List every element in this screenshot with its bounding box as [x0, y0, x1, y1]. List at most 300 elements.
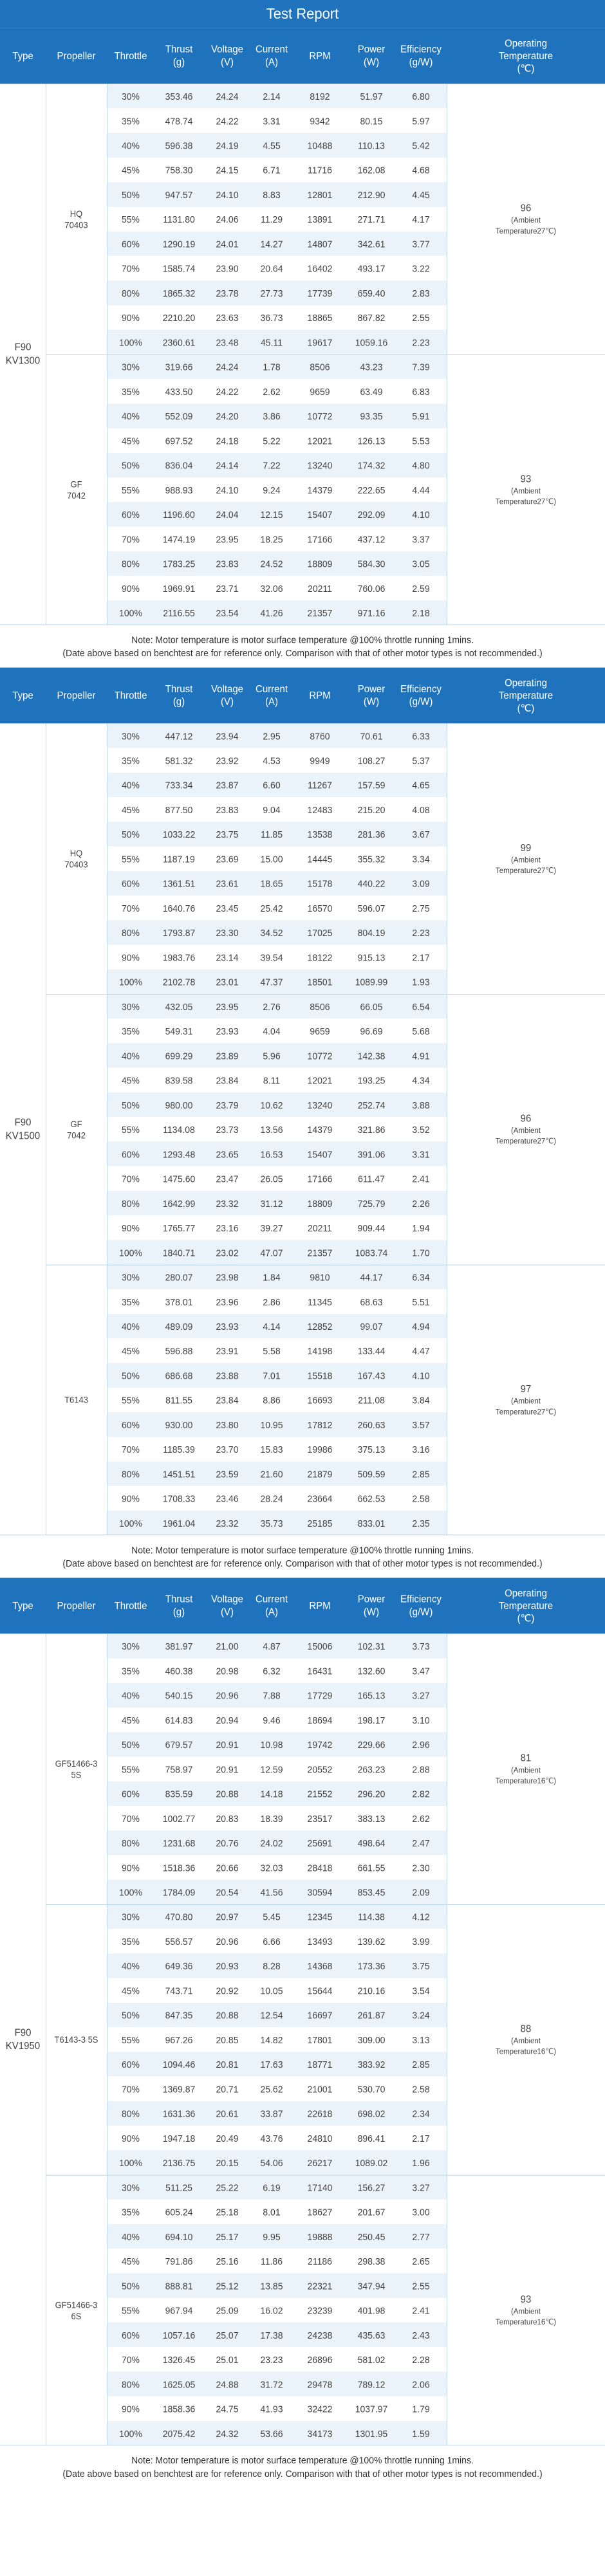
- table-cell: 20.98: [216, 1665, 239, 1676]
- table-cell: 12483: [307, 804, 333, 815]
- table-row: [107, 1830, 447, 1855]
- table-cell: 60%: [121, 878, 140, 889]
- temperature-value: 97: [520, 1383, 532, 1395]
- table-cell: 55%: [121, 484, 140, 495]
- table-cell: 23.96: [216, 1296, 239, 1307]
- operating-temperature-cell: [447, 1633, 605, 1904]
- table-cell: 23.91: [216, 1345, 239, 1356]
- table-cell: 23.84: [216, 1074, 239, 1086]
- table-cell: 23.48: [216, 336, 239, 348]
- table-cell: 167.43: [357, 1370, 386, 1381]
- table-cell: 2.09: [412, 1886, 430, 1898]
- table-cell: 100%: [119, 1517, 142, 1529]
- table-cell: 355.32: [357, 853, 386, 865]
- table-cell: 2.96: [412, 1739, 430, 1750]
- table-cell: 15407: [307, 509, 333, 520]
- operating-temperature-cell: [447, 354, 605, 625]
- table-cell: 60%: [121, 238, 140, 250]
- table-cell: 3.10: [412, 1714, 430, 1725]
- table-cell: 20.15: [216, 2157, 239, 2168]
- table-cell: 401.98: [357, 2305, 386, 2316]
- table-row: [107, 2027, 447, 2052]
- table-row: [107, 1707, 447, 1732]
- column-header: Current (A): [255, 683, 288, 708]
- table-cell: 1708.33: [162, 1493, 196, 1504]
- table-cell: 11.85: [261, 829, 283, 840]
- column-header: Throttle: [114, 50, 147, 62]
- table-cell: 39.27: [260, 1222, 283, 1233]
- table-cell: 3.84: [412, 1394, 430, 1406]
- table-cell: 20211: [308, 1222, 332, 1233]
- ambient-temperature-note: (Ambient Temperature16℃): [495, 2037, 557, 2056]
- table-cell: 4.68: [412, 164, 430, 176]
- table-cell: 100%: [119, 607, 142, 618]
- table-row: [107, 1904, 447, 1929]
- table-cell: 679.57: [165, 1739, 193, 1750]
- table-cell: 2.18: [412, 607, 430, 618]
- table-cell: 35%: [121, 1665, 140, 1676]
- column-header: Type: [12, 690, 33, 701]
- table-cell: 23.87: [216, 779, 239, 791]
- test-note: [0, 2445, 605, 2488]
- table-cell: 13493: [307, 1936, 333, 1947]
- table-cell: 23.83: [216, 804, 239, 815]
- table-cell: 215.20: [357, 804, 386, 815]
- table-cell: 23.69: [216, 853, 239, 865]
- note-line: Note: Motor temperature is motor surface temperature @100% throttle running 1mins.: [131, 634, 474, 645]
- table-row: [107, 945, 447, 970]
- table-cell: 321.86: [357, 1124, 386, 1135]
- table-cell: 40%: [121, 2231, 140, 2242]
- table-cell: 24.01: [216, 238, 239, 250]
- table-cell: 296.20: [357, 1788, 386, 1799]
- table-cell: 70%: [121, 2083, 140, 2095]
- table-cell: 24.20: [216, 410, 239, 421]
- table-row: [107, 896, 447, 920]
- table-cell: 530.70: [357, 2083, 386, 2095]
- table-cell: 2.86: [263, 1296, 281, 1307]
- table-cell: 20.91: [216, 1763, 239, 1774]
- table-cell: 3.73: [412, 1641, 430, 1651]
- table-cell: 1793.87: [162, 927, 196, 938]
- column-header: RPM: [309, 690, 331, 701]
- table-cell: 4.34: [412, 1074, 430, 1086]
- table-cell: 24.10: [216, 189, 239, 200]
- table-cell: 261.87: [357, 2009, 386, 2021]
- table-cell: 686.68: [165, 1370, 193, 1381]
- table-cell: 1083.74: [355, 1247, 388, 1258]
- table-cell: 35%: [121, 1936, 140, 1947]
- table-cell: 15006: [307, 1641, 333, 1651]
- temperature-value: 93: [520, 473, 532, 484]
- table-cell: 100%: [119, 2427, 142, 2439]
- table-cell: 16402: [307, 262, 333, 274]
- table-cell: 35%: [121, 755, 140, 766]
- table-cell: 5.42: [412, 140, 430, 151]
- table-cell: 1451.51: [162, 1468, 196, 1480]
- test-note: [0, 625, 605, 667]
- table-cell: 23.79: [216, 1099, 239, 1110]
- table-cell: 758.97: [165, 1763, 193, 1774]
- table-cell: 4.80: [412, 459, 430, 471]
- table-cell: 23.46: [216, 1493, 239, 1504]
- table-cell: 725.79: [357, 1197, 386, 1209]
- table-cell: 15518: [307, 1370, 333, 1381]
- table-cell: 2.62: [263, 385, 281, 397]
- table-row: [107, 2224, 447, 2249]
- table-cell: 11267: [308, 779, 332, 791]
- table-cell: 108.27: [357, 755, 386, 766]
- table-cell: 23517: [307, 1812, 333, 1824]
- column-header: Voltage (V): [210, 683, 244, 708]
- table-cell: 662.53: [357, 1493, 386, 1504]
- table-cell: 23239: [307, 2305, 333, 2316]
- table-row: [107, 379, 447, 403]
- table-cell: 23.23: [260, 2354, 283, 2365]
- table-cell: 24.88: [216, 2378, 239, 2389]
- table-row: [107, 1511, 447, 1535]
- table-cell: 90%: [121, 1862, 140, 1873]
- table-cell: 19986: [307, 1444, 333, 1455]
- table-cell: 9.04: [263, 804, 281, 815]
- table-cell: 5.68: [412, 1026, 430, 1036]
- table-cell: 21186: [308, 2256, 332, 2267]
- table-cell: 19888: [307, 2231, 333, 2242]
- table-row: [107, 1437, 447, 1461]
- table-row: [107, 723, 447, 748]
- table-cell: 581.32: [165, 755, 193, 766]
- table-cell: 847.35: [165, 2009, 193, 2021]
- table-cell: 9.24: [263, 484, 281, 495]
- table-cell: 252.74: [357, 1099, 386, 1110]
- table-cell: 2.83: [412, 287, 430, 299]
- table-cell: 100%: [119, 1247, 142, 1258]
- operating-temperature-cell: [447, 723, 605, 994]
- table-row: [107, 527, 447, 551]
- table-cell: 2.88: [412, 1763, 430, 1774]
- table-cell: 3.31: [263, 115, 281, 126]
- table-cell: 581.02: [357, 2354, 386, 2365]
- table-cell: 20.85: [216, 2034, 239, 2045]
- table-cell: 102.31: [357, 1641, 386, 1651]
- table-row: [107, 281, 447, 305]
- table-cell: 24.24: [216, 91, 239, 102]
- table-cell: 21.00: [216, 1641, 239, 1651]
- table-cell: 100%: [119, 336, 142, 348]
- table-cell: 23.94: [216, 730, 239, 741]
- table-cell: 909.44: [357, 1222, 386, 1233]
- ambient-temperature-note: (Ambient Temperature16℃): [495, 2307, 557, 2326]
- table-cell: 212.90: [357, 189, 386, 200]
- table-cell: 22618: [307, 2108, 333, 2119]
- table-cell: 24.14: [216, 459, 239, 471]
- table-cell: 90%: [121, 952, 140, 962]
- table-cell: 21.60: [260, 1468, 283, 1480]
- table-cell: 4.10: [412, 509, 430, 520]
- table-cell: 5.53: [412, 435, 430, 446]
- table-cell: 16693: [307, 1394, 333, 1406]
- table-cell: 20.92: [216, 1985, 239, 1996]
- table-cell: 24.10: [216, 484, 239, 495]
- table-cell: 193.25: [357, 1074, 386, 1086]
- table-row: [107, 2347, 447, 2371]
- table-cell: 12801: [307, 189, 333, 200]
- table-row: [107, 84, 447, 108]
- table-cell: 12021: [307, 435, 333, 446]
- table-cell: 201.67: [357, 2206, 386, 2218]
- table-cell: 21357: [307, 607, 333, 618]
- table-cell: 80%: [121, 287, 140, 299]
- table-cell: 24238: [307, 2329, 333, 2341]
- table-cell: 25.01: [216, 2354, 239, 2365]
- table-cell: 2.62: [412, 1812, 430, 1824]
- table-row: [107, 2003, 447, 2027]
- table-row: [107, 748, 447, 773]
- table-cell: 2210.20: [162, 312, 196, 323]
- table-cell: 18.39: [260, 1812, 283, 1824]
- table-row: [107, 2421, 447, 2445]
- table-cell: 758.30: [165, 164, 193, 176]
- table-cell: 114.38: [358, 1911, 385, 1922]
- table-cell: 14807: [307, 238, 333, 250]
- table-cell: 8.28: [263, 1960, 281, 1971]
- table-cell: 11716: [308, 164, 332, 176]
- table-cell: 47.07: [260, 1247, 283, 1258]
- table-cell: 142.38: [357, 1050, 386, 1061]
- table-cell: 2075.42: [162, 2427, 196, 2439]
- table-cell: 3.54: [412, 1985, 430, 1996]
- table-cell: 17166: [307, 1173, 333, 1184]
- table-cell: 381.97: [165, 1641, 193, 1651]
- table-row: [107, 1732, 447, 1756]
- table-cell: 26.05: [260, 1173, 283, 1184]
- table-cell: 55%: [121, 1124, 140, 1135]
- table-cell: 611.47: [358, 1173, 385, 1184]
- table-cell: 733.34: [165, 779, 193, 791]
- propeller-cell: T6143: [64, 1395, 88, 1405]
- table-cell: 342.61: [357, 238, 386, 250]
- table-cell: 45.11: [261, 336, 283, 348]
- table-cell: 1301.95: [355, 2427, 388, 2439]
- table-cell: 2.82: [412, 1788, 430, 1799]
- table-cell: 9.46: [263, 1714, 281, 1725]
- table-cell: 5.22: [263, 435, 281, 446]
- table-cell: 1947.18: [162, 2132, 196, 2144]
- table-cell: 2.23: [412, 336, 430, 348]
- table-row: [107, 1018, 447, 1043]
- table-cell: 1.93: [412, 976, 430, 988]
- group-divider: [46, 1904, 605, 1905]
- table-cell: 1969.91: [162, 582, 196, 594]
- table-cell: 80%: [121, 1197, 140, 1209]
- table-cell: 40%: [121, 1960, 140, 1971]
- table-cell: 20.64: [260, 262, 283, 274]
- table-cell: 16.53: [260, 1148, 283, 1159]
- table-cell: 70%: [121, 533, 140, 544]
- temperature-value: 88: [520, 2023, 532, 2034]
- table-row: [107, 1068, 447, 1092]
- table-cell: 3.16: [412, 1444, 430, 1455]
- test-note: [0, 1535, 605, 1578]
- table-cell: 31.12: [260, 1197, 283, 1209]
- table-cell: 2.65: [412, 2256, 430, 2267]
- table-row: [107, 2052, 447, 2076]
- table-cell: 1.84: [263, 1271, 281, 1283]
- table-cell: 90%: [121, 1493, 140, 1504]
- table-cell: 14379: [307, 484, 333, 495]
- table-row: [107, 1092, 447, 1117]
- table-cell: 988.93: [165, 484, 193, 495]
- table-cell: 5.96: [263, 1050, 281, 1061]
- table-cell: 4.94: [412, 1321, 430, 1332]
- table-cell: 24.22: [216, 385, 239, 397]
- table-cell: 14445: [307, 853, 333, 865]
- table-cell: 20.96: [216, 1689, 239, 1701]
- table-cell: 90%: [121, 2403, 140, 2415]
- table-cell: 36.73: [260, 312, 283, 323]
- table-cell: 791.86: [165, 2256, 193, 2267]
- table-cell: 24.32: [216, 2427, 239, 2439]
- motor-type-cell: F90 KV1500: [5, 1116, 41, 1142]
- table-cell: 1.59: [412, 2427, 430, 2439]
- table-cell: 509.59: [357, 1468, 386, 1480]
- table-cell: 17729: [307, 1689, 333, 1701]
- table-cell: 556.57: [165, 1936, 193, 1947]
- table-cell: 661.55: [357, 1862, 386, 1873]
- table-cell: 32.06: [260, 582, 283, 594]
- table-cell: 165.13: [357, 1689, 386, 1701]
- table-cell: 13.85: [260, 2280, 283, 2291]
- table-cell: 540.15: [165, 1689, 193, 1701]
- table-cell: 70%: [121, 1173, 140, 1184]
- table-cell: 1057.16: [162, 2329, 196, 2341]
- table-cell: 3.34: [412, 853, 430, 865]
- table-cell: 23.98: [216, 1271, 239, 1283]
- table-cell: 30%: [121, 730, 140, 741]
- table-row: [107, 920, 447, 944]
- table-cell: 29478: [307, 2378, 333, 2389]
- column-header: RPM: [309, 1600, 331, 1612]
- table-cell: 1865.32: [162, 287, 196, 299]
- table-cell: 43.76: [260, 2132, 283, 2144]
- column-header: Thrust (g): [165, 44, 193, 68]
- table-cell: 967.94: [165, 2305, 193, 2316]
- table-row: [107, 551, 447, 576]
- table-cell: 4.10: [412, 1370, 430, 1381]
- table-cell: 60%: [121, 2059, 140, 2070]
- table-cell: 2.23: [412, 927, 430, 938]
- table-cell: 353.46: [165, 91, 193, 102]
- table-cell: 50%: [121, 829, 140, 840]
- table-cell: 14198: [307, 1345, 333, 1356]
- table-cell: 70%: [121, 262, 140, 274]
- column-header: Power (W): [357, 1594, 386, 1618]
- table-cell: 7.88: [263, 1689, 281, 1701]
- table-cell: 31.72: [260, 2378, 283, 2389]
- table-cell: 836.04: [165, 459, 193, 471]
- propeller-cell: HQ 70403: [64, 208, 88, 230]
- operating-temperature-cell: [447, 2175, 605, 2446]
- table-cell: 280.07: [165, 1271, 193, 1283]
- table-cell: 32422: [307, 2403, 333, 2415]
- table-cell: 12.59: [260, 1763, 283, 1774]
- table-cell: 1631.36: [162, 2108, 196, 2119]
- table-cell: 24.15: [216, 164, 239, 176]
- table-cell: 17140: [307, 2182, 333, 2193]
- column-header: Voltage (V): [210, 44, 244, 68]
- table-cell: 18865: [307, 312, 333, 323]
- table-cell: 614.83: [165, 1714, 193, 1725]
- table-cell: 2.58: [412, 2083, 430, 2095]
- table-cell: 1089.02: [355, 2157, 388, 2168]
- table-cell: 1.70: [412, 1247, 430, 1258]
- table-cell: 20.81: [216, 2059, 239, 2070]
- table-cell: 2.17: [412, 952, 430, 962]
- table-row: [107, 133, 447, 158]
- table-cell: 7.22: [263, 459, 281, 471]
- table-cell: 347.94: [357, 2280, 386, 2291]
- table-cell: 14379: [307, 1124, 333, 1135]
- group-divider: [46, 994, 605, 995]
- table-row: [107, 403, 447, 428]
- column-header: Power (W): [357, 44, 386, 68]
- table-cell: 250.45: [357, 2231, 386, 2242]
- table-cell: 21001: [307, 2083, 333, 2095]
- table-cell: 1131.80: [163, 214, 195, 225]
- table-cell: 804.19: [357, 927, 386, 938]
- table-cell: 437.12: [357, 533, 386, 544]
- table-cell: 139.62: [357, 1936, 386, 1947]
- table-cell: 23.78: [216, 287, 239, 299]
- table-cell: 9659: [310, 1026, 330, 1036]
- table-cell: 2.43: [412, 2329, 430, 2341]
- motor-type-cell: F90 KV1950: [5, 2027, 41, 2052]
- table-cell: 7.39: [412, 361, 430, 373]
- table-cell: 18809: [307, 558, 333, 569]
- table-cell: 1326.45: [162, 2354, 196, 2365]
- table-cell: 25.22: [216, 2182, 239, 2193]
- table-cell: 17.38: [260, 2329, 283, 2341]
- table-cell: 80%: [121, 1468, 140, 1480]
- table-cell: 156.27: [357, 2182, 386, 2193]
- table-cell: 45%: [121, 2256, 140, 2267]
- table-cell: 2360.61: [162, 336, 196, 348]
- table-cell: 1642.99: [162, 1197, 196, 1209]
- motor-table: [0, 1633, 605, 2445]
- table-cell: 915.13: [357, 952, 386, 962]
- ambient-temperature-note: (Ambient Temperature27℃): [495, 216, 557, 235]
- table-cell: 45%: [121, 1074, 140, 1086]
- table-cell: 23.32: [216, 1197, 239, 1209]
- table-cell: 20.54: [216, 1886, 239, 1898]
- table-row: [107, 1289, 447, 1314]
- table-cell: 659.40: [357, 287, 386, 299]
- table-cell: 1361.51: [162, 878, 196, 889]
- table-row: [107, 108, 447, 133]
- table-cell: 80%: [121, 927, 140, 938]
- table-cell: 24.18: [216, 435, 239, 446]
- table-cell: 2.41: [412, 2305, 430, 2316]
- table-cell: 30%: [121, 91, 140, 102]
- table-cell: 80%: [121, 558, 140, 569]
- table-cell: 132.60: [357, 1665, 386, 1676]
- table-cell: 41.93: [260, 2403, 283, 2415]
- table-cell: 32.03: [260, 1862, 283, 1873]
- table-cell: 4.45: [412, 189, 430, 200]
- table-cell: 896.41: [357, 2132, 386, 2144]
- table-cell: 66.05: [360, 1000, 383, 1012]
- table-cell: 694.10: [165, 2231, 193, 2242]
